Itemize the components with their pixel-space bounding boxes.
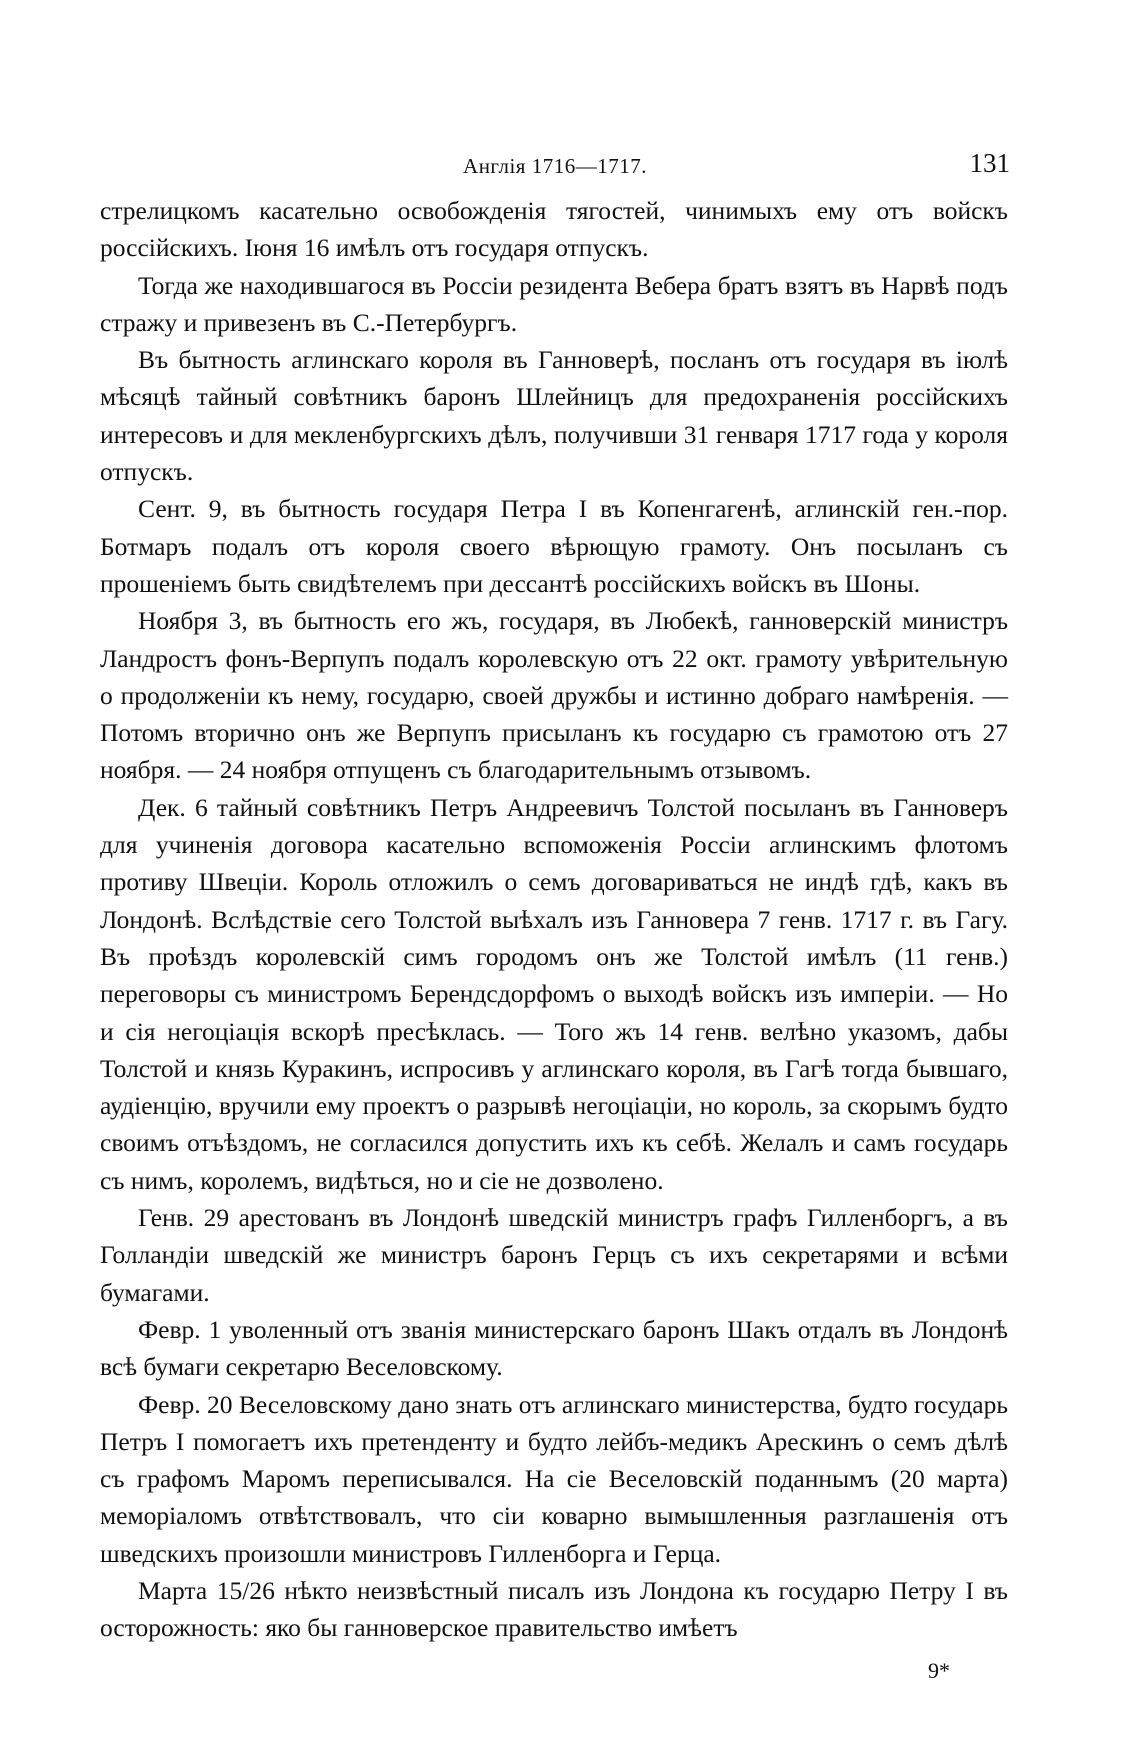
paragraph: Февр. 1 уволенный отъ званія министерскаго баронъ Шакъ отдалъ въ Лондонѣ всѣ бумаги секретарю Веселовскому. <box>100 1314 1008 1382</box>
paragraph: Въ бытность аглинскаго короля въ Ганноверѣ, посланъ отъ государя въ іюлѣ мѣсяцѣ тайный совѣтникъ баронъ Шлейницъ для предохраненія россійскихъ интересовъ и для мекленбургскихъ дѣлъ, получивши 31 генваря 1717 года у короля отпускъ. <box>100 345 1008 487</box>
paragraph: Марта 15/26 нѣкто неизвѣстный писалъ изъ Лондона къ государю Петру I въ осторожность: яко бы ганноверское правительство имѣетъ <box>100 1575 1008 1643</box>
page-footer <box>100 1658 1010 1698</box>
running-title: Англія 1716—1717. <box>463 154 647 178</box>
signature-mark: 9* <box>928 1658 950 1683</box>
paragraph: стрелицкомъ касательно освобожденія тягостей, чинимыхъ ему отъ войскъ россійскихъ. Іюня 16 имѣлъ отъ государя отпускъ. <box>100 196 1008 263</box>
paragraph: Февр. 20 Веселовскому дано знать отъ аглинскаго министерства, будто государь Петръ I помогаетъ ихъ претенденту и будто лейбъ-медикъ Арескинъ о семъ дѣлѣ съ графомъ Маромъ переписывался. На сіе Веселовскій поданнымъ (20 марта) меморіаломъ отвѣтствовалъ, что сіи коварно вымышленныя разглашенія отъ шведскихъ произошли министровъ Гилленборга и Герца. <box>100 1389 1008 1568</box>
paragraph: Ноября 3, въ бытность его жъ, государя, въ Любекѣ, ганноверскій министръ Ландростъ фонъ-Верпупъ подалъ королевскую отъ 22 окт. грамоту увѣрительную о продолженіи къ нему, государю, своей дружбы и истинно добраго намѣренія. — Потомъ вторично онъ же Верпупъ присыланъ къ государю съ грамотою отъ 27 ноября. — 24 ноября отпущенъ съ благодарительнымъ отзывомъ. <box>100 606 1008 785</box>
paragraph: Сент. 9, въ бытность государя Петра I въ Копенгагенѣ, аглинскій ген.-пор. Ботмаръ подалъ отъ короля своего вѣрющую грамоту. Онъ посыланъ съ прошеніемъ быть свидѣтелемъ при дессантѣ россійскихъ войскъ въ Шоны. <box>100 494 1008 598</box>
body-text <box>100 192 1008 1647</box>
page-number: 131 <box>969 148 1010 178</box>
paragraph: Тогда же находившагося въ Россіи резидента Вебера братъ взятъ въ Нарвѣ подъ стражу и привезенъ въ С.-Петербургъ. <box>100 270 1008 337</box>
page-header <box>100 148 1010 188</box>
paragraph: Дек. 6 тайный совѣтникъ Петръ Андреевичъ Толстой посыланъ въ Ганноверъ для учиненія договора касательно вспоможенія Россіи аглинскимъ флотомъ противу Швеціи. Король отложилъ о семъ договариваться не индѣ гдѣ, какъ въ Лондонѣ. Вслѣдствіе сего Толстой выѣхалъ изъ Ганновера 7 генв. 1717 г. въ Гагу. Въ проѣздъ королевскій симъ городомъ онъ же Толстой имѣлъ (11 генв.) переговоры съ министромъ Берендсдорфомъ о выходѣ войскъ изъ имперіи. — Но и сія негоціація вскорѣ пресѣклась. — Того жъ 14 генв. велѣно указомъ, дабы Толстой и князь Куракинъ, испросивъ у аглинскаго короля, въ Гагѣ тогда бывшаго, аудіенцію, вручили ему проектъ о разрывѣ негоціаціи, но король, за скорымъ будто своимъ отъѣздомъ, не согласился допустить ихъ къ себѣ. Желалъ и самъ государь съ нимъ, королемъ, видѣться, но и сіе не дозволено. <box>100 792 1008 1195</box>
paragraph: Генв. 29 арестованъ въ Лондонѣ шведскій министръ графъ Гилленборгъ, а въ Голландіи шведскій же министръ баронъ Герцъ съ ихъ секретарями и всѣми бумагами. <box>100 1203 1008 1307</box>
